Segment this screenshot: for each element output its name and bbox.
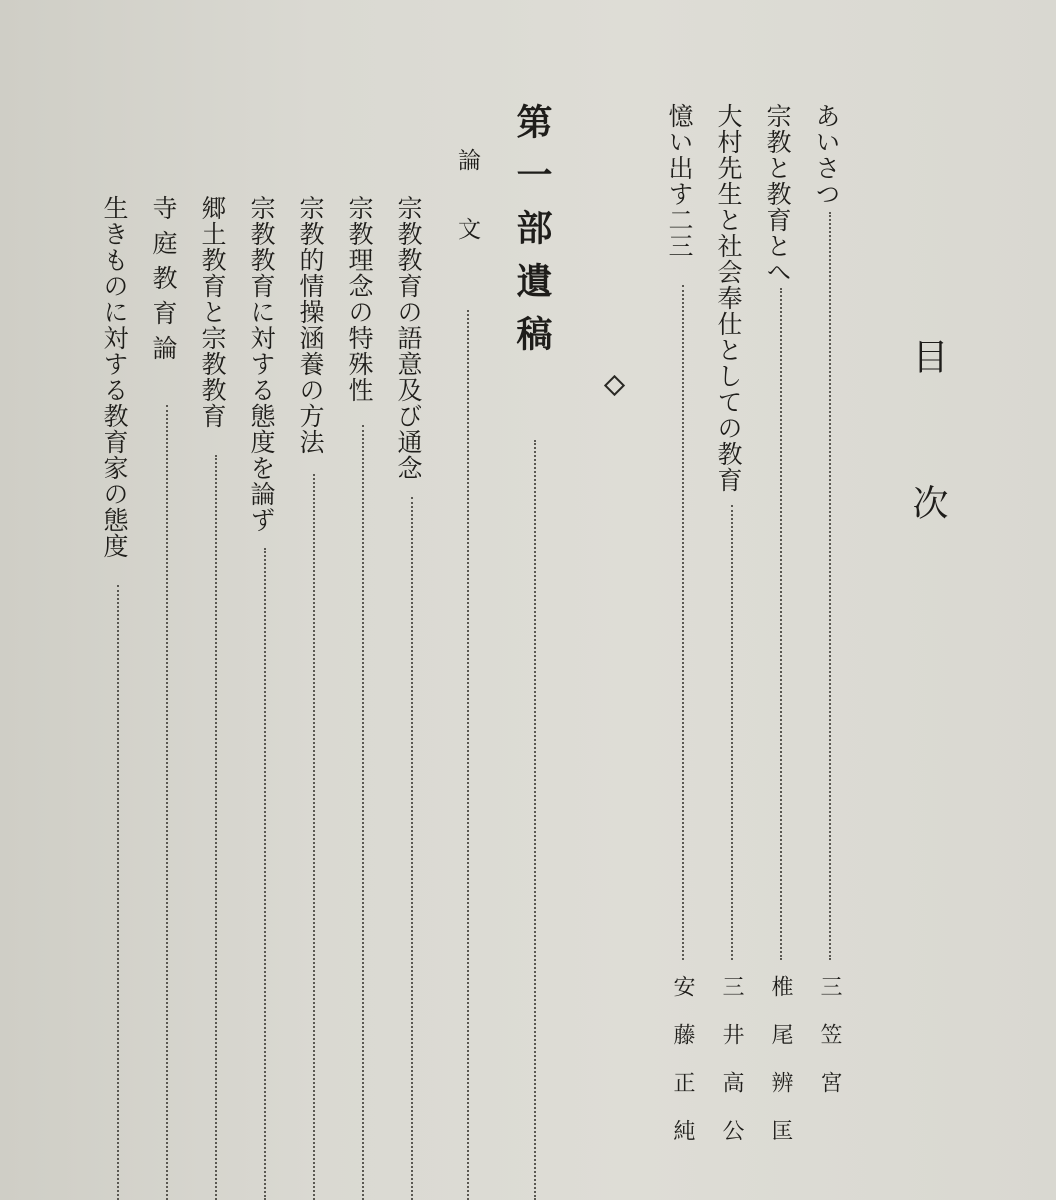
toc-entry-recollections: 憶い出す二三 — [665, 103, 694, 259]
leader-dots — [829, 212, 831, 960]
leader-dots — [362, 425, 364, 1200]
leader-dots — [780, 288, 782, 960]
leader-dots — [264, 548, 266, 1200]
toc-title: 目次 — [907, 338, 948, 630]
toc-entry-greeting: あいさつ — [812, 103, 841, 207]
toc-author-omura: 三井高公 — [719, 975, 744, 1167]
toc-author-recollections: 安藤正純 — [670, 975, 695, 1167]
toc-entry-paper-5: 郷土教育と宗教教育 — [198, 195, 227, 429]
leader-dots — [731, 505, 733, 960]
leader-dots — [534, 440, 536, 1200]
leader-dots — [117, 585, 119, 1200]
leader-dots — [215, 455, 217, 1200]
section-heading-papers: 論文 — [454, 148, 480, 286]
toc-entry-paper-7: 生きものに対する教育家の態度 — [100, 195, 129, 559]
toc-entry-paper-1: 宗教教育の語意及び通念 — [394, 195, 423, 481]
toc-entry-paper-6: 寺庭教育論 — [149, 195, 178, 370]
leader-dots — [467, 310, 469, 1200]
leader-dots — [166, 405, 168, 1200]
leader-dots — [313, 474, 315, 1200]
toc-entry-paper-2: 宗教理念の特殊性 — [345, 195, 374, 403]
toc-entry-religion-education: 宗教と教育とへ — [763, 103, 792, 285]
leader-dots — [682, 285, 684, 960]
toc-entry-paper-3: 宗教的情操涵養の方法 — [296, 195, 325, 455]
toc-author-greeting: 三笠宮 — [817, 975, 842, 1119]
separator-diamond-icon — [604, 375, 625, 396]
toc-entry-paper-4: 宗教教育に対する態度を論ず — [247, 195, 276, 533]
toc-entry-omura: 大村先生と社会奉仕としての教育 — [714, 103, 743, 493]
part-one-heading: 第一部遺稿 — [511, 103, 553, 368]
toc-author-religion-education: 椎尾辨匡 — [768, 975, 793, 1167]
leader-dots — [411, 497, 413, 1200]
